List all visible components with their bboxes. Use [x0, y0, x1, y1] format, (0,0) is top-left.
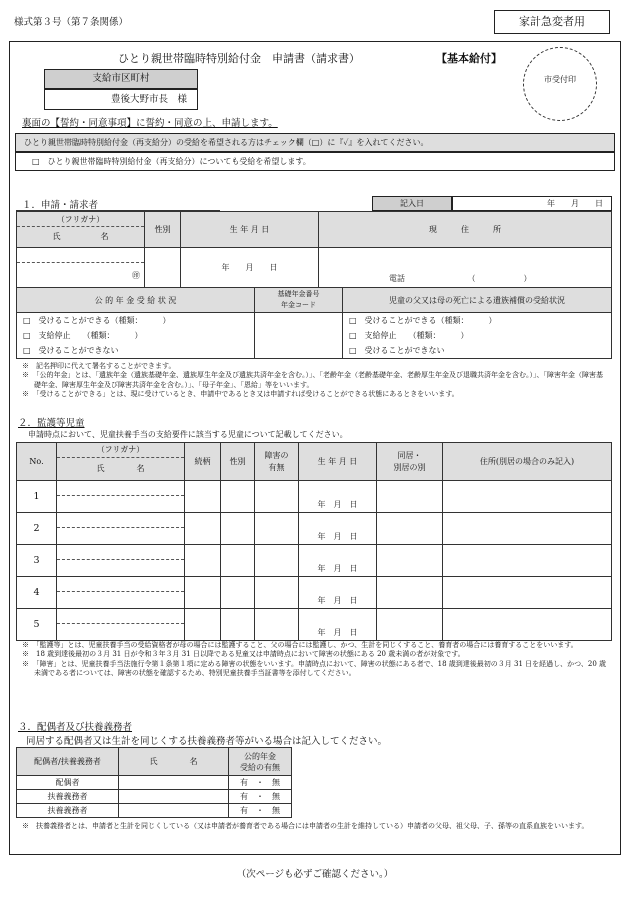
address-input[interactable] [443, 513, 612, 545]
disability-input[interactable] [255, 481, 299, 513]
address-input[interactable] [443, 577, 612, 609]
address-input[interactable] [319, 248, 612, 288]
row-number: 5 [17, 609, 57, 641]
col-address: 住所(別居の場合のみ記入) [443, 443, 612, 481]
entry-date-value[interactable]: 年 月 日 [452, 196, 612, 211]
pension-choice[interactable]: 有 ・ 無 [229, 776, 292, 790]
pension-options-left[interactable] [17, 313, 255, 359]
row-number: 3 [17, 545, 57, 577]
relation-input[interactable] [185, 481, 221, 513]
child-furigana-label: （フリガナ） [57, 443, 184, 458]
col-sex: 性別 [221, 443, 255, 481]
pension-option-suspended[interactable]: □ 支給停止 （種類： ） [23, 331, 143, 340]
cohab-input[interactable] [377, 577, 443, 609]
spouse-name-input[interactable] [119, 790, 229, 804]
comp-option-suspended[interactable]: □ 支給停止 （種類： ） [349, 331, 469, 340]
child-name-input[interactable] [57, 513, 185, 545]
pension-choice[interactable]: 有 ・ 無 [229, 790, 292, 804]
disability-input[interactable] [255, 545, 299, 577]
basic-number-input[interactable] [255, 313, 343, 359]
dob-input[interactable]: 年 月 日 [299, 545, 377, 577]
address-input[interactable] [443, 609, 612, 641]
row-number: 1 [17, 481, 57, 513]
sex-input[interactable] [221, 513, 255, 545]
notes-section2 [22, 641, 608, 679]
table-row [17, 790, 292, 804]
row-number: 4 [17, 577, 57, 609]
section1-title: １．申請・請求者 [22, 200, 99, 211]
note-receivable: ※ 「受けることができる」とは、現に受けているとき、申請中であるとき又は申請すれば受けることができる状態にあるときをいいます。 [22, 390, 459, 399]
applicant-table [16, 211, 612, 288]
form-number: 様式第３号（第７条関係） [14, 17, 129, 28]
form-type-box: 家計急変者用 [494, 10, 610, 34]
sex-header: 性別 [145, 212, 181, 248]
col-name [57, 443, 185, 481]
relation-input[interactable] [185, 577, 221, 609]
comp-option-none[interactable]: □ 受けることができない [349, 346, 445, 355]
table-row [17, 545, 612, 577]
disability-input[interactable] [255, 609, 299, 641]
pension-label-1: 公的年金 [244, 751, 276, 761]
pension-code-label: 年金コード [281, 301, 316, 309]
reception-stamp-area [523, 47, 597, 121]
section2-intro: 申請時点において、児童扶養手当の支給要件に該当する児童について記載してください。 [28, 430, 348, 439]
child-name-label: 氏 名 [96, 464, 145, 473]
form-title: ひとり親世帯臨時特別給付金 申請書（請求書） [118, 52, 360, 65]
note-seal: ※ 記名押印に代えて署名することができます。 [22, 362, 176, 370]
child-name-input[interactable] [57, 577, 185, 609]
col-cohabitation [377, 443, 443, 481]
basic-number-header [255, 288, 343, 313]
col-no: No. [17, 443, 57, 481]
pension-table [16, 287, 612, 359]
col-spouse-name: 氏 名 [119, 748, 229, 776]
pension-label-2: 受給の有無 [240, 762, 280, 772]
dob-input[interactable]: 年 月 日 [299, 481, 377, 513]
table-row [17, 609, 612, 641]
note-custody: ※ 「監護等」とは、児童扶養手当の受給資格者が母の場合には監護すること、父の場合には監護し、かつ、生計を同じくすること、養育者の場合には養育することをいいます。 [22, 641, 578, 649]
notes-section3: ※ 扶養義務者とは、申請者と生計を同じくしている（又は申請者が養育者である場合には申請者の生計を維持している）申請者の父母、祖父母、子、孫等の直系血族をいいます。 [22, 822, 589, 830]
cohab-input[interactable] [377, 513, 443, 545]
relation-input[interactable] [185, 545, 221, 577]
address-header: 現 住 所 [319, 212, 612, 248]
dob-input[interactable]: 年 月 日 [299, 577, 377, 609]
cohab-label-1: 同居・ [397, 450, 422, 460]
cohab-input[interactable] [377, 609, 443, 641]
pension-option-receivable[interactable]: □ 受けることができる（種類： ） [23, 316, 171, 325]
compensation-header: 児童の父又は母の死亡による遺族補償の受給状況 [343, 288, 612, 313]
child-name-input[interactable] [57, 545, 185, 577]
col-type: 配偶者/扶養義務者 [17, 748, 119, 776]
spouse-name-input[interactable] [119, 804, 229, 818]
pension-status-header: 公 的 年 金 受 給 状 況 [17, 288, 255, 313]
table-row [17, 577, 612, 609]
child-name-input[interactable] [57, 609, 185, 641]
dob-input[interactable]: 年 月 日 [299, 609, 377, 641]
row-number: 2 [17, 513, 57, 545]
table-row [17, 513, 612, 545]
sex-input[interactable] [221, 545, 255, 577]
cohab-input[interactable] [377, 481, 443, 513]
col-dob: 生 年 月 日 [299, 443, 377, 481]
phone-value: （ ） [467, 274, 532, 283]
municipality-value: 豊後大野市長 様 [44, 89, 198, 110]
cohab-input[interactable] [377, 545, 443, 577]
pension-option-none[interactable]: □ 受けることができない [23, 346, 119, 355]
section3-title: ３．配偶者及び扶養義務者 [18, 722, 133, 733]
name-input[interactable] [17, 248, 145, 288]
section2-title: ２．監護等児童 [18, 418, 85, 429]
sex-input[interactable] [221, 577, 255, 609]
sex-input[interactable] [145, 248, 181, 288]
resupply-notice: ひとり親世帯臨時特別給付金（再支給分）の受給を希望される方はチェック欄（□）に『✓』を入れてください。 [15, 133, 615, 152]
sex-input[interactable] [221, 481, 255, 513]
spouse-name-input[interactable] [119, 776, 229, 790]
dob-input[interactable]: 年 月 日 [299, 513, 377, 545]
name-header [17, 212, 145, 248]
note-age: ※ 18 歳到達後最初の３月 31 日が令和３年３月 31 日以降である児童又は申請時点において障害の状態にある 20 歳未満の者が対象です。 [22, 650, 465, 659]
basic-number-label: 基礎年金番号 [277, 290, 320, 298]
footer-note: （次ページも必ずご確認ください。） [236, 869, 394, 880]
note-disability: ※ 「障害」とは、児童扶養手当法施行令第１条第１項に定める障害の状態をいいます。申請時点において、障害の状態にある者で、18 歳到達後最初の３月 31 日を経過し、かつ、20 歳未満である者については、障害の状態を確認するため、特別児童扶養手当証書等を添付してください。 [22, 659, 606, 678]
table-row [17, 776, 292, 790]
pledge-line: 裏面の【誓約・同意事項】に誓約・同意の上、申請します。 [22, 118, 278, 129]
row-type: 扶養義務者 [17, 790, 119, 804]
table-row [17, 804, 292, 818]
row-type: 扶養義務者 [17, 804, 119, 818]
municipality-label: 支給市区町村 [44, 69, 198, 89]
name-label: 氏 名 [52, 231, 109, 241]
disability-input[interactable] [255, 577, 299, 609]
entry-date-label: 記入日 [372, 196, 452, 211]
children-table [16, 442, 612, 641]
stamp-label: 市受付印 [544, 75, 576, 84]
disability-label-1: 障害の [264, 450, 289, 460]
row-type: 配偶者 [17, 776, 119, 790]
relation-input[interactable] [185, 513, 221, 545]
child-name-input[interactable] [57, 481, 185, 513]
sex-input[interactable] [221, 609, 255, 641]
spouse-table [16, 747, 292, 818]
disability-input[interactable] [255, 513, 299, 545]
pension-choice[interactable]: 有 ・ 無 [229, 804, 292, 818]
dob-header: 生 年 月 日 [181, 212, 319, 248]
disability-label-2: 有無 [268, 462, 285, 472]
comp-option-receivable[interactable]: □ 受けることができる（種類： ） [349, 316, 497, 325]
seal-mark: ㊞ [132, 270, 140, 280]
table-row [17, 481, 612, 513]
phone-label: 電話 [389, 274, 405, 283]
benefit-kind: 【基本給付】 [436, 52, 502, 65]
address-input[interactable] [443, 481, 612, 513]
dob-input[interactable]: 年 月 日 [181, 248, 319, 288]
relation-input[interactable] [185, 609, 221, 641]
notes-section1 [22, 362, 608, 400]
col-pension [229, 748, 292, 776]
section3-intro: 同居する配偶者又は生計を同じくする扶養義務者等がいる場合は記入してください。 [26, 736, 388, 747]
address-input[interactable] [443, 545, 612, 577]
col-disability [255, 443, 299, 481]
resupply-checkbox[interactable]: □ ひとり親世帯臨時特別給付金（再支給分）についても受給を希望します。 [15, 152, 615, 171]
compensation-options[interactable] [343, 313, 612, 359]
furigana-label: （フリガナ） [17, 213, 144, 227]
note-public-pension: ※ 「公的年金」とは、「遺族年金（遺族基礎年金、遺族厚生年金及び遺族共済年金を含む。）」、「老齢年金（老齢基礎年金、老齢厚生年金及び退職共済年金を含む。）」、「障害年金（障害基礎年金、障害厚生年金及び障害共済年金を含む。）」、「母子年金」、「恩給」等をいいます。 [22, 371, 603, 389]
col-relation: 続柄 [185, 443, 221, 481]
cohab-label-2: 別居の別 [393, 462, 426, 472]
